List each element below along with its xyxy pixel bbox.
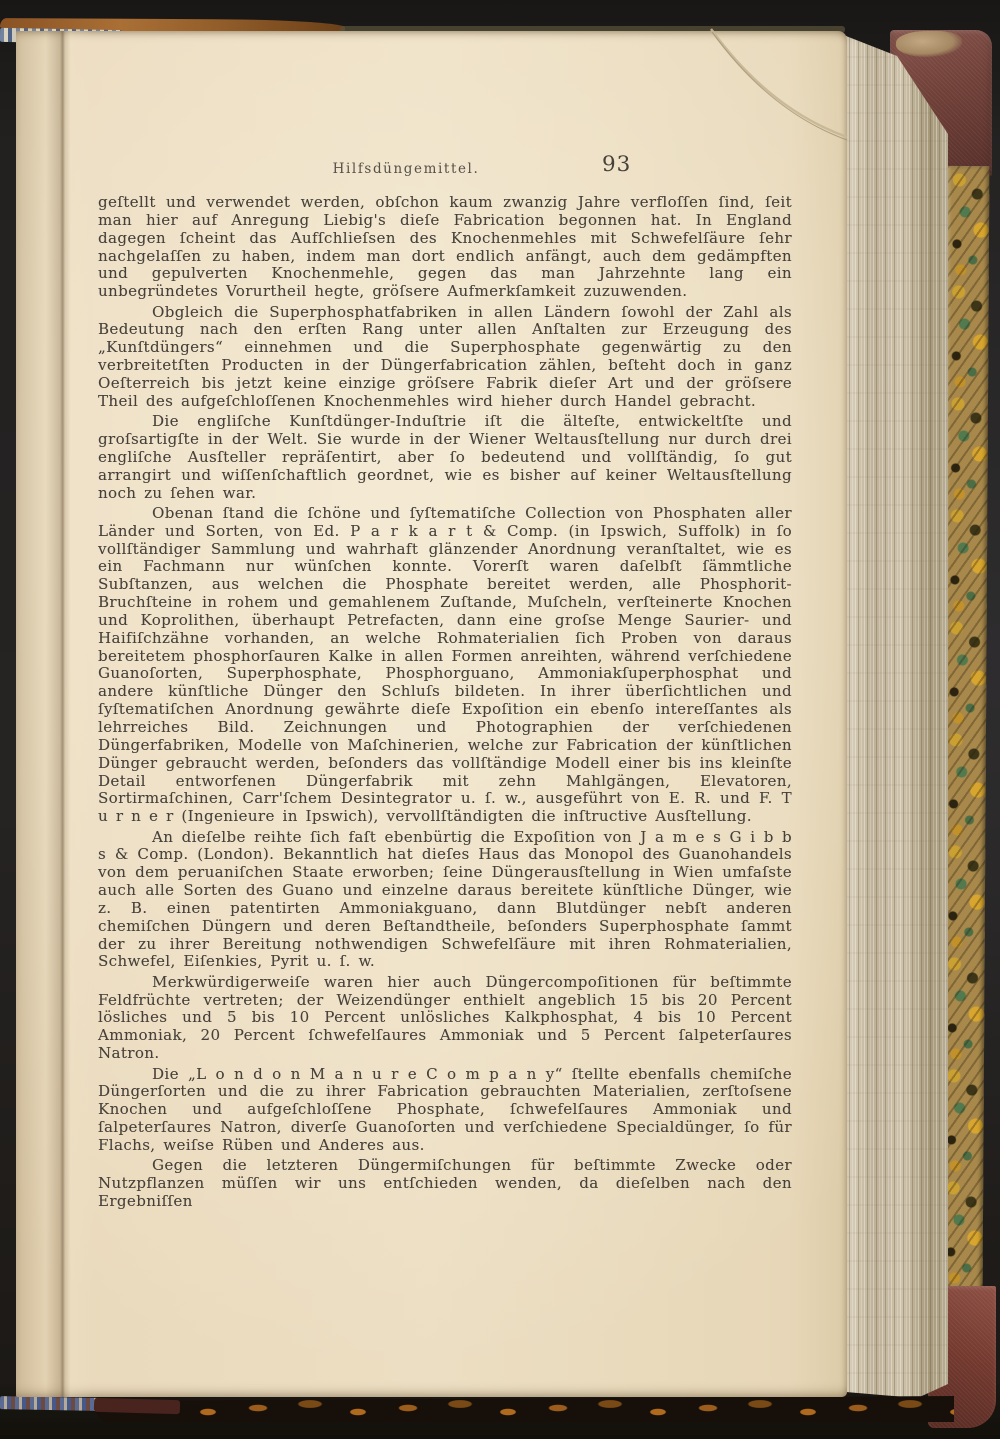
paragraph: An dieſelbe reihte ſich faſt ebenbürtig die Expoſition von J a m e s G i b b s & Comp. (London). Bekanntlich hat dieſes Haus das Monopol des Guanohandels von dem peruaniſchen Staate erworben; ſeine Düngerausſtellung in Wien umfaſste auch alle Sorten des Guano und einzelne daraus bereitete künſtliche Dünger, wie z. B. einen patentirten Ammoniakguano, dann Blutdünger nebſt anderen chemiſchen Düngern und deren Beſtandtheile, beſonders Superphosphate ſammt der zu ihrer Bereitung nothwendigen Schwefelſäure mit ihren Rohmaterialien, Schwefel, Eiſenkies, Pyrit u. ſ. w. xyxy=(98,827,792,971)
paragraph: Merkwürdigerweiſe waren hier auch Düngercompoſitionen für beſtimmte Feldfrüchte vertreten; der Weizendünger enthielt angeblich 15 bis 20 Percent lösliches und 5 bis 10 Percent unlösliches Kalkphosphat, 4 bis 10 Percent Ammoniak, 20 Percent ſchwefelſaures Ammoniak und 5 Percent ſalpeterſaures Natron. xyxy=(98,972,792,1063)
gutter-shadow xyxy=(16,31,94,1397)
paragraph: geſtellt und verwendet werden, obſchon kaum zwanzig Jahre verfloſſen ſind, ſeit man hier auf Anregung Liebig's dieſe Fabrication begonnen hat. In England dagegen ſcheint das Aufſchlieſsen des Knochenmehles mit Schwefelſäure ſehr nachgelaſſen zu haben, indem man dort endlich anfängt, auch dem gedämpften und gepulverten Knochenmehle, gegen das man Jahrzehnte lang ein unbegründetes Vorurtheil hegte, gröſsere Aufmerkſamkeit zuzuwenden. xyxy=(98,193,792,301)
page-number: 93 xyxy=(602,152,632,177)
paragraph: Die „L o n d o n M a n u r e C o m p a n y“ ſtellte ebenfalls chemiſche Düngerſorten und die zu ihrer Fabrication gebrauchten Materialien, zerſtoſsene Knochen und aufgeſchloſſene Phosphate, ſchwefelſaures Ammoniak und ſalpeterſaures Natron, diverſe Guanoſorten und verſchiedene Specialdünger, ſo für Flachs, weiſse Rüben und Anderes aus. xyxy=(98,1064,792,1154)
running-title: Hilfsdüngemittel. xyxy=(332,161,480,177)
paragraph: Gegen die letzteren Düngermiſchungen für beſtimmte Zwecke oder Nutzpflanzen müſſen wir uns entſchieden wenden, da dieſelben nach den Ergebniſſen xyxy=(98,1156,792,1210)
bottom-cover-edge xyxy=(86,1396,954,1422)
corner-crease xyxy=(616,27,856,152)
book-page xyxy=(16,31,847,1397)
page-stack-fore-edge xyxy=(846,30,948,1402)
headband-bottom xyxy=(0,1396,98,1411)
gutter-fold-line xyxy=(60,31,65,1397)
paragraph: Obgleich die Superphosphatfabriken in allen Ländern ſowohl der Zahl als Bedeutung nach den erſten Rang unter allen Anſtalten zur Erzeugung des „Kunſtdüngers“ einnehmen und die Superphosphate gegenwärtig zu den verbreitetſten Producten in der Düngerfabrication zählen, beſteht doch in ganz Oeſterreich bis jetzt keine einzige gröſsere Fabrik dieſer Art und der gröſsere Theil des aufgeſchloſſenen Knochenmehles wird hieher durch Handel gebracht. xyxy=(98,302,792,410)
paragraph: Die engliſche Kunſtdünger-Induſtrie iſt die älteſte, entwickeltſte und groſsartigſte in der Welt. Sie wurde in der Wiener Weltausſtellung nur durch drei engliſche Ausſteller repräſentirt, aber ſo bedeutend und vollſtändig, ſo gut arrangirt und wiſſenſchaftlich geordnet, wie es bisher auf keiner Weltausſtellung noch zu ſehen war. xyxy=(98,412,792,502)
bottom-spine-leather xyxy=(94,1398,180,1414)
page-text-block xyxy=(98,194,792,1213)
paragraph: Obenan ſtand die ſchöne und ſyſtematiſche Collection von Phosphaten aller Länder und Sorten, von Ed. P a r k a r t & Comp. (in Ipswich, Suffolk) in ſo vollſtändiger Sammlung und wahrhaft glänzender Anordnung veranſtaltet, wie es ein Fachmann nur wünſchen konnte. Vorerſt waren daſelbſt ſämmtliche Subſtanzen, aus welchen die Phosphate bereitet werden, alle Phosphorit-Bruchſteine in rohem und gemahlenem Zuſtande, Muſcheln, verſteinerte Knochen und Koprolithen, überhaupt Petrefacten, dann eine groſse Menge Saurier- und Haifiſchzähne vorhanden, an welche Rohmaterialien ſich Proben von daraus bereitetem phosphorſauren Kalke in allen Formen anreihten, während verſchiedene Guanoſorten, Superphosphate, Phosphorguano, Ammoniakſuperphosphat und andere künſtliche Dünger den Schluſs bildeten. In ihrer überſichtlichen und ſyſtematiſchen Anordnung gewährte dieſe Expoſition ein ebenſo intereſſantes als lehrreiches Bild. Zeichnungen und Photographien der verſchiedenen Düngerfabriken, Modelle von Maſchinerien, welche zur Fabrication der künſtlichen Dünger gebraucht werden, beſonders das vollſtändige Modell einer bis ins kleinſte Detail entworfenen Düngerfabrik mit zehn Mahlgängen, Elevatoren, Sortirmaſchinen, Carr'ſchem Desintegrator u. ſ. w., ausgeführt von E. R. und F. T u r n e r (Ingenieure in Ipswich), vervollſtändigten die inſtructive Ausſtellung. xyxy=(98,503,792,826)
